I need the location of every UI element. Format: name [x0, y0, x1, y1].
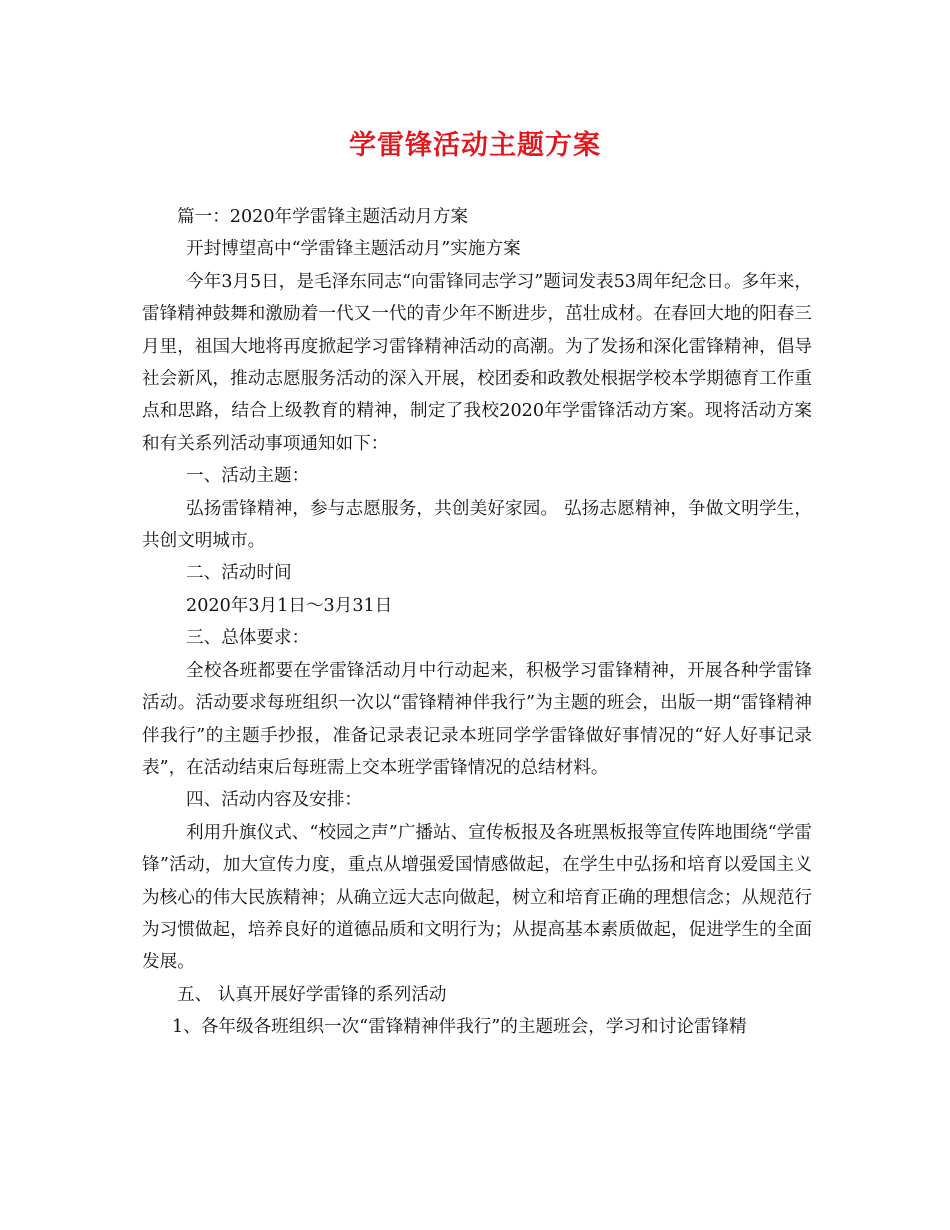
heading-series-activities: 五、 认真开展好学雷锋的系列活动 — [177, 984, 447, 1005]
heading-activity-theme: 一、活动主题： — [186, 466, 310, 487]
paragraph-activity-time: 2020年3月1日～3月31日 — [186, 595, 393, 616]
plan-subtitle: 开封博望高中“学雷锋主题活动月”实施方案 — [186, 239, 521, 260]
heading-activity-content: 四、活动内容及安排： — [186, 790, 362, 811]
paragraph-class-meeting: 1、各年级各班组织一次“雷锋精神伴我行”的主题班会，学习和讨论雷锋精 — [172, 1017, 747, 1038]
paragraph-activity-content: 利用升旗仪式、“校园之声”广播站、宣传板报及各班黑板报等宣传阵地围绕“学雷锋”活动，加大宣传力度，重点从增强爱国情感做起，在学生中弘扬和培育以爱国主义为核心的伟大民族精神；从确立远大志向做起，树立和培育正确的理想信念；从规范行为习惯做起，培养良好的道德品质和文明行为；从提高基本素质做起，促进学生的全面发展。 — [142, 822, 812, 973]
section-heading-part-one: 篇一：2020年学雷锋主题活动月方案 — [177, 207, 469, 227]
document-title: 学雷锋活动主题方案 — [349, 130, 601, 161]
heading-general-requirements: 三、总体要求： — [186, 628, 310, 649]
paragraph-intro: 今年3月5日，是毛泽东同志“向雷锋同志学习”题词发表53周年纪念日。多年来，雷锋精神鼓舞和激励着一代又一代的青少年不断进步，茁壮成材。在春回大地的阳春三月里，祖国大地将再度掀起学习雷锋精神活动的高潮。为了发扬和深化雷锋精神，倡导社会新风，推动志愿服务活动的深入开展，校团委和政教处根据学校本学期德育工作重点和思路，结合上级教育的精神，制定了我校2020年学雷锋活动方案。现将活动方案和有关系列活动事项通知如下： — [142, 271, 812, 454]
document-body — [142, 201, 812, 1044]
heading-activity-time: 二、活动时间 — [186, 563, 292, 584]
paragraph-activity-theme: 弘扬雷锋精神，参与志愿服务，共创美好家园。 弘扬志愿精神，争做文明学生，共创文明城市。 — [142, 498, 812, 552]
paragraph-general-requirements: 全校各班都要在学雷锋活动月中行动起来，积极学习雷锋精神，开展各种学雷锋活动。活动要求每班组织一次以“雷锋精神伴我行”为主题的班会，出版一期“雷锋精神伴我行”的主题手抄报，准备记录表记录本班同学学雷锋做好事情况的“好人好事记录表”，在活动结束后每班需上交本班学雷锋情况的总结材料。 — [142, 660, 812, 778]
